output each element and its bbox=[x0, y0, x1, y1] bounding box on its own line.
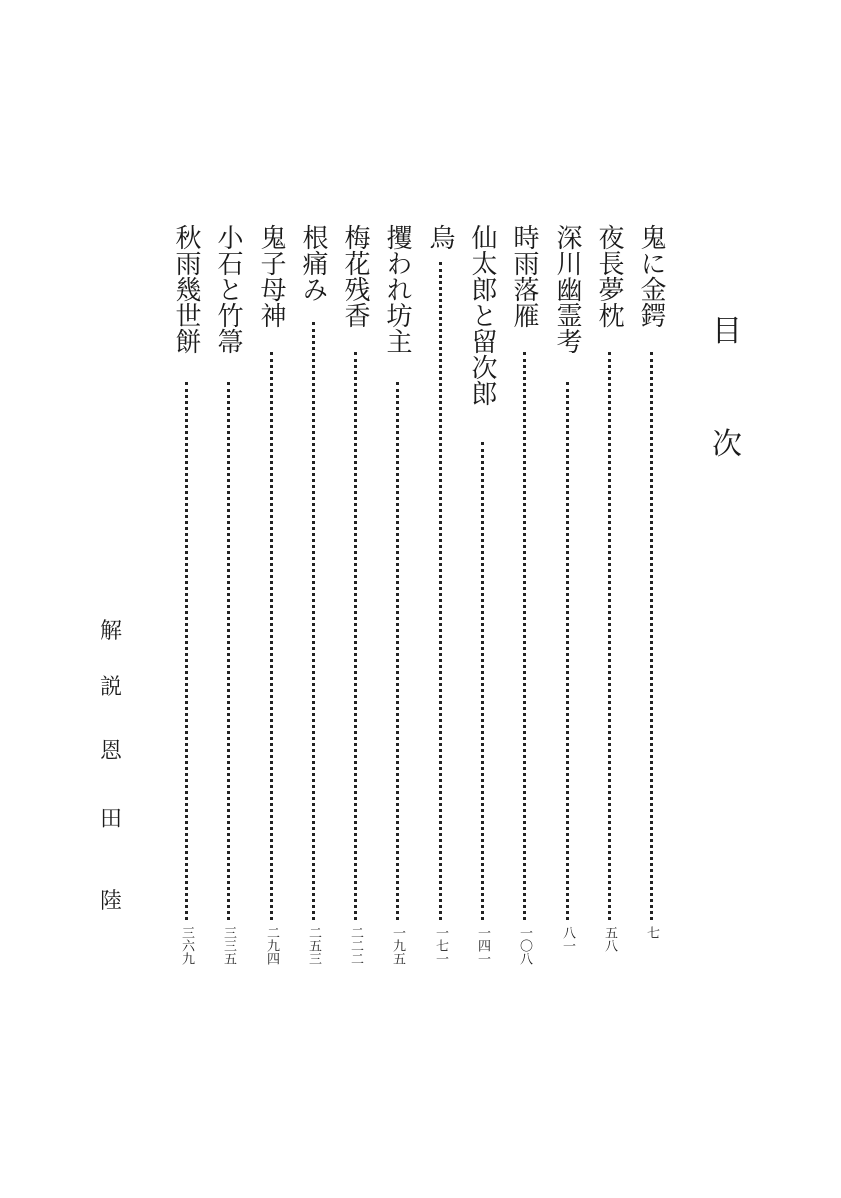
toc-entry-title: 深川幽霊考 bbox=[552, 224, 582, 354]
toc-leader-dots bbox=[608, 352, 611, 920]
toc-entry[interactable] bbox=[213, 224, 243, 964]
toc-entry-page: 三三五 bbox=[221, 926, 236, 965]
toc-entry-title: 根痛み bbox=[298, 224, 328, 302]
toc-leader-dots bbox=[185, 382, 188, 920]
toc-entry[interactable] bbox=[552, 224, 582, 964]
toc-leader-dots bbox=[312, 322, 315, 920]
toc-entry-page: 七 bbox=[644, 926, 659, 939]
toc-entry[interactable] bbox=[636, 224, 666, 964]
toc-entry-title: 夜長夢枕 bbox=[594, 224, 624, 328]
toc-entry-page: 二九四 bbox=[264, 926, 279, 965]
toc-entry-title: 鬼に金鍔 bbox=[636, 224, 666, 328]
toc-leader-dots bbox=[481, 442, 484, 920]
toc-entry-page: 一四一 bbox=[475, 926, 490, 965]
toc-entry[interactable] bbox=[509, 224, 539, 964]
toc-entry-title: 時雨落雁 bbox=[509, 224, 539, 328]
toc-entry-title: 秋雨幾世餅 bbox=[171, 224, 201, 354]
toc-entry-page: 五八 bbox=[602, 926, 617, 952]
toc-entry-page: 一九五 bbox=[390, 926, 405, 965]
toc-leader-dots bbox=[270, 352, 273, 920]
toc-entry[interactable] bbox=[298, 224, 328, 964]
toc-leader-dots bbox=[354, 352, 357, 920]
commentary-author-char: 陸 bbox=[99, 889, 122, 914]
heading-char-1: 目 bbox=[712, 314, 742, 349]
toc-entry[interactable] bbox=[382, 224, 412, 964]
toc-leader-dots bbox=[227, 382, 230, 920]
heading-char-2: 次 bbox=[712, 427, 742, 462]
toc-leader-dots bbox=[396, 382, 399, 920]
toc-entry[interactable] bbox=[340, 224, 370, 964]
toc-leader-dots bbox=[523, 352, 526, 920]
toc-leader-dots bbox=[566, 382, 569, 920]
toc-entry[interactable] bbox=[594, 224, 624, 964]
toc-entry-title: 鬼子母神 bbox=[256, 224, 286, 328]
commentary-author-char: 恩 bbox=[99, 739, 122, 764]
toc-entry[interactable] bbox=[467, 224, 497, 964]
toc-entry-page: 三六九 bbox=[179, 926, 194, 965]
toc-entry-page: 二二二 bbox=[348, 926, 363, 965]
toc-entry-page: 一七一 bbox=[433, 926, 448, 965]
toc-entry-page: 二五三 bbox=[306, 926, 321, 965]
toc-entry[interactable] bbox=[171, 224, 201, 964]
toc-entry-title: 攫われ坊主 bbox=[382, 224, 412, 354]
toc-leader-dots bbox=[650, 352, 653, 920]
toc-entry[interactable] bbox=[256, 224, 286, 964]
toc-leader-dots bbox=[439, 262, 442, 920]
toc-entry-title: 烏 bbox=[425, 224, 455, 250]
toc-entry[interactable] bbox=[425, 224, 455, 964]
toc-entry-page: 一〇八 bbox=[517, 926, 532, 965]
toc-entry-title: 仙太郎と留次郎 bbox=[467, 224, 497, 406]
toc-entry-title: 梅花残香 bbox=[340, 224, 370, 328]
commentary-author-char: 田 bbox=[99, 807, 122, 832]
commentary-char: 解 bbox=[99, 619, 122, 644]
toc-entry-page: 八一 bbox=[560, 926, 575, 952]
commentary-char: 説 bbox=[99, 675, 122, 700]
toc-entry-title: 小石と竹箒 bbox=[213, 224, 243, 354]
